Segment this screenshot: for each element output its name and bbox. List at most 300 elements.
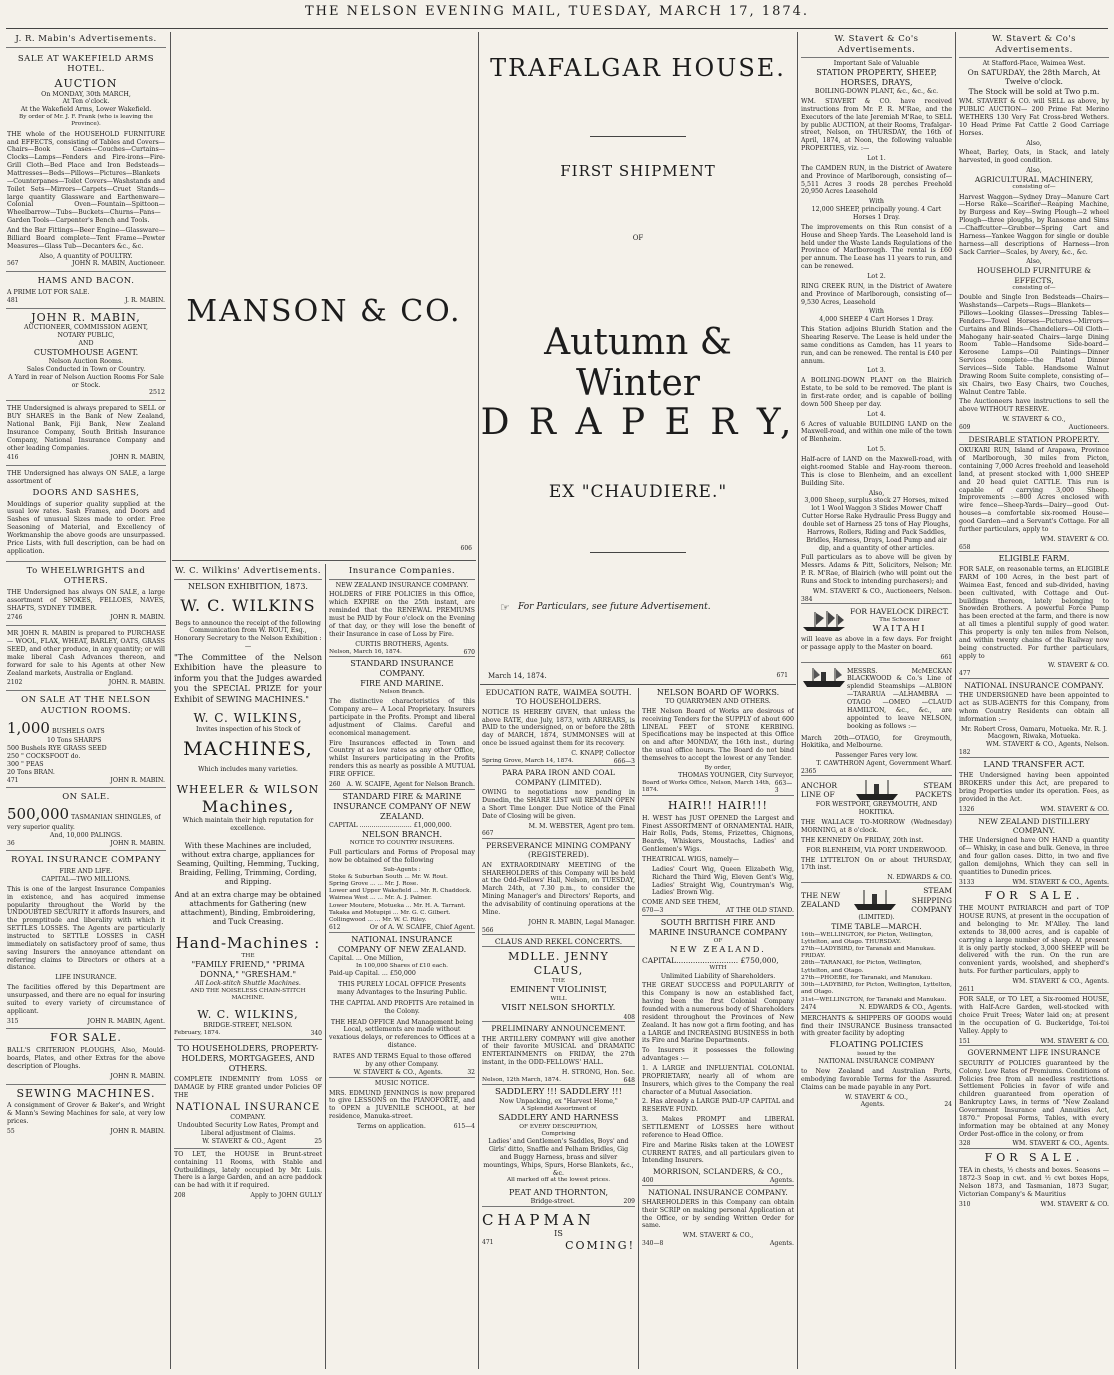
ad-body: THE KENNEDY On FRIDAY, 20th inst. (801, 836, 924, 844)
ad-line: FOR BLENHEIM, VIA PORT UNDERWOOD. (806, 846, 947, 854)
trafalgar-title: TRAFALGAR HOUSE. (490, 54, 786, 82)
ad-title: ROYAL INSURANCE COMPANY (11, 855, 161, 866)
column-rule (478, 32, 479, 1369)
ad-line: Comprising (541, 1130, 576, 1137)
ad-line: Sub-Agents : (383, 866, 421, 873)
ad-title: NATIONAL INSURANCE COMPANY. (964, 680, 1104, 690)
ad-line: Terms on application. (356, 1122, 426, 1130)
ad-line: FIRE AND LIFE. (59, 868, 113, 876)
ad-body: To Insurers it possesses the following advantages :— (642, 1047, 794, 1063)
ad-line: TIME TABLE—MARCH. (831, 922, 922, 932)
ad-signature: WM. STAVERT & CO. (1040, 1037, 1109, 1045)
ad-signature: W. STAVERT & CO., Agents. (353, 1068, 443, 1076)
ad-line: (LIMITED). (858, 914, 895, 922)
trafalgar-of: OF (632, 234, 644, 242)
ad-body: The improvements on this Run consist of a House and Sheep Yards. The Leasehold land is held under the Waste Lands Regulations of the Province of Marlborough. The rental is £60 per annum. The Lease has 11 years to run, and can be renewed. (801, 223, 952, 271)
steamship-icon (852, 889, 898, 911)
ad-royal-insurance (6, 851, 166, 1029)
ad-title: STANDARD INSURANCE COMPANY. (350, 659, 454, 678)
pointing-hand-icon: ☞ (500, 601, 510, 614)
agent-item: Lower Moutere, Motueka ... Mr. H. A. Tarrant. (329, 902, 466, 909)
ad-title: GOVERNMENT LIFE INSURANCE (967, 1048, 1101, 1058)
ad-title: W. C. WILKINS (180, 595, 316, 615)
column-header: W. C. Wilkins' Advertisements. (174, 566, 322, 580)
ad-signature: WM. STAVERT & CO., (682, 1232, 754, 1240)
ad-body: The distinctive characteristics of this Company are— A Local Proprietary. Insurers participate in the Profits. Prompt and liberal adjustment of Claims. Careful and economical management. (329, 698, 475, 737)
ad-signature: N. EDWARDS & CO. (801, 874, 952, 883)
ad-title: NATIONAL INSURANCE COMPANY. (648, 1187, 788, 1197)
ad-title: W. C. WILKINS, (193, 711, 303, 726)
ad-body: WM. STAVERT & CO. have received instructions from Mr. P. R. M'Rae, and the Executors of the late Jeremiah M'Rae, to SELL by public AUCTION, at their Rooms, Trafalgar-street, Nelson, on THURSDAY, the 16th of April, 1874, at Noon, the following valuable PROPERTIES, viz. :— (801, 97, 952, 153)
ad-line: Which maintain their high reputation for excellence. (182, 817, 314, 833)
ad-title: ELIGIBLE FARM. (998, 554, 1070, 564)
ad-body: 3,000 Sheep, surplus stock 27 Horses, mixed lot 1 Wool Waggon 3 Slides Mower Chaff Cutter Horse Rake Hydraulic Press Buggy and double set of Harness 25 tons of Hay Ploughs, Harrows, Rollers, Riding and Pack Saddles, Bridles, Harness, Drays, Load Pump and air dip, and a quantity of other articles. (801, 497, 952, 552)
ad-signature: T. CAWTHRON Agent, Government Wharf. (816, 760, 952, 768)
ad-body: WM. STAVERT & CO. will SELL as above, by PUBLIC AUCTION— 200 Prime Fat Merino WETHERS 130 Very Fat Cross-bred Wethers. 10 Head Prime Fat Cattle 2 Good Carriage Horses. (959, 98, 1109, 137)
steamship-icon (801, 666, 847, 688)
ad-title: JOHN R. MABIN, (31, 310, 141, 324)
ad-body: BALL'S CRITERION PLOUGHS, Also, Mould-boards, Plates, and other Extras for the above description of Ploughs. (7, 1047, 165, 1070)
ad-body: THIS PURELY LOCAL OFFICE Presents many Advantages to the Insuring Public. (336, 981, 468, 997)
ad-body: TEA in chests, ½ chests and boxes. Seasons —1872-3 Soap in cwt. and ½ cwt boxes Hops, Nelson 1873, and Tasmanian, 1873 Sugar, Victorian Company's & Mauritius (959, 1167, 1109, 1198)
ad-number: 36 (7, 839, 15, 847)
ad-title: W. C. WILKINS, (197, 1008, 299, 1022)
ad-line: TO QUARRYMEN AND OTHERS. (665, 698, 771, 705)
ad-body: MRS. EDMUND JENNINGS is now prepared to give LESSONS on the PIANOFORTE, and to OPEN a JUVENILE SCHOOL, at her residence, Manuka-street. (329, 1089, 475, 1121)
ad-number: 55 (7, 1127, 15, 1135)
ad-body: Double and Single Iron Bedsteads—Chairs—Washstands—Carpets—Rugs—Blankets—Pillows—Looking Glasses—Dressing Tables—Fenders—Towel Horses—Pictures—Mirrors—Curtains and Blinds—Chandeliers—Oil Cloth—Mahogany hair-seated Chairs—large Dining Room Table—Handsome Side-board—Kerosene Lamps—Oil Paintings—Dinner Services complete—the Plated Dinner Services—Side Table. Handsome Walnut Drawing Room Suite complete, consisting of—six Chairs, two Easy Chairs, two Couches, Walnut Centre Table. (959, 294, 1109, 396)
ad-body: THE ARTILLERY COMPANY will give another of their favorite MUSICAL and DRAMATIC ENTERTAINMENTS on FRIDAY, the 27th instant, in the ODD-FELLOWS' HALL. (482, 1035, 635, 1067)
trafalgar-ex: EX "CHAUDIERE." (548, 482, 728, 502)
ad-line: 500 Bushels RYE GRASS SEED (7, 745, 107, 753)
ad-number: 567 (7, 260, 19, 268)
schedule-item: 27th—LADYBIRD, for Taranaki and Manukau. FRIDAY. (801, 946, 936, 960)
ad-signature: JOHN R. MABIN. (110, 776, 165, 784)
ad-signature: N. EDWARDS & CO., Agents. (859, 1003, 952, 1011)
trafalgar-particulars: For Particulars, see future Advertisement. (518, 602, 711, 612)
ad-number: 260 (329, 780, 341, 788)
ad-quote: "The Committee of the Nelson Exhibition have the pleasure to inform you that the Judges awarded you the SPECIAL PRIZE for your Exhibit of SEWING MACHINES." (174, 653, 322, 704)
ad-body: Half-acre of LAND on the Maxwell-road, with eight-roomed Stable and Hay-room thereon. This is close to Blenheim, and an excellent Building Site. (801, 456, 952, 487)
ad-line: COME AND SEE THEM, (642, 899, 721, 907)
column-rule (170, 32, 171, 1369)
ad-number: 2611 (959, 986, 1109, 995)
ad-body: OWING to negotiations now pending in Dunedin, the SHARE LIST will REMAIN OPEN a Short Time Longer. Due Notice of the Final Date of Closing will be given. (482, 789, 635, 820)
ad-body: will leave as above in a few days. For freight or passage apply to the Master on board. (801, 636, 952, 652)
ad-line: CAPITAL .......................... £1,000,000. (329, 821, 452, 829)
ad-signature: CURTIS BROTHERS, Agents. (355, 640, 449, 648)
ad-signature: Apply to JOHN GULLY (250, 1192, 322, 1200)
ad-line: Sales Conducted in Town or Country. (26, 365, 146, 373)
ad-title: SEWING MACHINES. (16, 1086, 156, 1100)
ad-body: THE Undersigned having been appointed BROKERS under this Act, are prepared to bring Properties under its operation. Fees, as provided in the Act. (959, 772, 1109, 803)
ad-signature: W. STAVERT & CO., Agent (202, 1138, 287, 1146)
ad-line: Lot 2. (867, 273, 886, 281)
ad-title: SALE AT WAKEFIELD ARMS HOTEL. (17, 53, 155, 75)
ad-number: 471 (7, 776, 19, 784)
ad-line: consisting of— (1012, 285, 1056, 292)
ad-title: DOORS AND SASHES, (32, 487, 140, 498)
ad-body: THE whole of the HOUSEHOLD FURNITURE and EFFECTS, consisting of Tables and Covers—Chairs—Book Cases—Couches—Curtains—Clocks—Lamps—Fenders and Fire-irons—Fire-Grill Cloth—Bed Place and Iron Bedsteads—Mattresses—Beds—Pillows—Pictures—Blankets—Counterpanes—Toilet Covers—Washstands and Toilet Sets—Mirrors—Carpets—Cruet Stands—large quantity Glassware and Earthenware—Colonial Oven—Fountain—Spittoon—Wheelbarrow—Tubs—Buckets—Churns—Pans—Garden Tools—Carpenter's Bench and Tools. (7, 130, 165, 225)
ad-body: A BOILING-DOWN PLANT on the Blairich Estate, to be sold to be removed. The plant is in first-rate order, and is capable of boiling down 500 Sheep per day. (801, 377, 952, 408)
column-notices-a (482, 688, 635, 1369)
ad-line: COMPANY. (230, 1114, 266, 1122)
ad-title: FOR SALE. (984, 889, 1084, 903)
ad-title: MACHINES, (183, 737, 313, 760)
ad-body: THE Undersigned has always ON SALE, a large assortment of SPOKES, FELLOES, NAVES, SHAFTS, SYDNEY TIMBER. (7, 588, 165, 612)
ad-line: AND (78, 340, 94, 348)
ad-title: DESIRABLE STATION PROPERTY. (959, 435, 1109, 445)
ad-signature: JOHN R. MABIN. (110, 1127, 165, 1135)
ad-also: Also, A quantity of POULTRY. (39, 252, 133, 260)
ad-title: HAIR!! HAIR!!! (668, 798, 768, 812)
ornament-rule (590, 552, 686, 553)
ad-line: Nelson Branch. (379, 689, 425, 695)
ad-line: The Stock will be sold at Two p.m. (968, 86, 1100, 96)
ad-body: OKUKARI RUN, Island of Arapawa, Province of Marlborough, 30 miles from Picton, containing 7,000 Acres freehold and leasehold land, at present stocked with 1,000 SHEEP and 20 head quiet CATTLE. This run is capable of carrying 3,000 Sheep. Improvements :—800 Acres enclosed with wire fence—Sheep-Yards—Dairy—good Out-houses—a comfortable six-roomed House—good Garden—and a Servant's Cottage. For all further particulars, apply to (959, 447, 1109, 533)
ad-number: 2365 (801, 768, 952, 777)
agent-item: Collingwood ... ... Mr. W. C. Riley. (329, 917, 427, 924)
ad-body: MERCHANTS & SHIPPERS OF GOODS would find their INSURANCE Business transacted with greater facility by adopting (801, 1014, 952, 1038)
ad-number: 566 (482, 927, 635, 936)
ad-doors (6, 466, 166, 561)
ad-signature: THOMAS YOUNGER, City Surveyor, (678, 772, 794, 780)
ad-line: LIFE INSURANCE. (55, 974, 117, 982)
ad-line: Bridge-street. (530, 1197, 575, 1205)
ad-body: And the Bar Fittings—Beer Engine—Glassware—Billiard Board complete—Tent Frame—Pewter Measures—Glass Tub—Decanters &c., &c. (7, 226, 165, 250)
ad-title: ON SALE. (62, 792, 110, 803)
ad-signature: JOHN R. MABIN, Auctioneer. (72, 260, 165, 268)
ad-body: THE GREAT SUCCESS and POPULARITY of this Company is now an established fact, having been the first Colonial Company founded with a numerous body of Shareholders resident throughout the Provinces of New Zealand. It has now got a firm footing, and has a LARGE and INCREASING BUSINESS in both its Fire and Marine Departments. (642, 982, 794, 1045)
ad-title: FOR SALE. (984, 1151, 1084, 1165)
ad-title: ON SALE AT THE NELSON AUCTION ROOMS. (21, 695, 151, 716)
manson-title: MANSON & CO. (186, 294, 462, 329)
ad-signature: WM. STAVERT & CO. (1040, 1200, 1109, 1208)
ad-signature: JOHN R. MABIN. (110, 1072, 165, 1080)
ad-big-number: 500,000 (7, 805, 70, 824)
ad-number: 209 (623, 1197, 635, 1205)
ad-body: And at an extra charge may be obtained attachments for Gathering (new attachment), Binding, Embroidering, and Tuck Creasing. (174, 889, 322, 926)
ad-number: 609 (959, 424, 971, 432)
ad-line: 300 " PEAS (7, 760, 44, 768)
ad-line: At Stafford-Place, Waimea West. (982, 60, 1086, 68)
ad-body: FOR SALE, on reasonable terms, an ELIGIBLE FARM of 100 Acres, in the best part of Waimea East, fenced and sub-divided, having been cultivated, with Cottage and Out-buildings thereon, lately belonging to Snowden Brothers. A powerful Force Pump has been erected at the farm, and there is now at all times a plentiful supply of good water. This property is only ten miles from Nelson, and within twenty chains of the Railway now being constructed. For further particulars, apply to (959, 566, 1109, 660)
ad-line: FIRE AND MARINE. (360, 679, 444, 688)
column-stavert-a (801, 32, 952, 1369)
column-wilkins (174, 564, 322, 1369)
ad-line: 10 Tons SHARPS (47, 737, 102, 745)
ad-body: Fire Insurances effected in Town and Country at as low rates as any other Office, whilst Insurers participating in the Profits renders this as nearly as possible A MUTUAL FIRE OFFICE. (329, 739, 475, 778)
ad-line: 250 " COCKSFOOT do. (7, 753, 81, 761)
ad-line: A Splendid Assortment of (520, 1105, 597, 1112)
ad-body: AN EXTRAORDINARY MEETING of the SHAREHOLDERS of this Company will be held at the Odd-Fellows' Hall, Nelson, on TUESDAY, March 24th, at 7.30 p.m., to consider the Mining Manager's and Directors' Reports, and the advisability of continuing operations at the Mine. (482, 861, 635, 916)
ad-number: 416 (7, 454, 19, 462)
ad-line: TASMANIAN SHINGLES, of very superior quality. (7, 814, 161, 831)
ad-line: Agents. (769, 1176, 794, 1184)
schedule-item: 27th—PHOEBE, for Taranaki, and Manukau. (801, 974, 933, 981)
ad-signature: WM. STAVERT & CO., Agents. (1012, 878, 1109, 886)
ad-line: BUSHELS OATS (51, 727, 105, 735)
ad-number: 663—3 (774, 779, 793, 795)
ad-number: 670—3 (642, 907, 664, 915)
ad-line: Lot 4. (867, 410, 886, 418)
ad-number: 340 (310, 1029, 322, 1037)
ad-signature: WM. STAVERT & CO. (1040, 805, 1109, 813)
ad-number: 606 (460, 545, 472, 552)
ad-number: 208 (174, 1192, 186, 1200)
ad-line: Auctioneers. (1068, 424, 1109, 432)
ad-line: Now Unpacking, ex "Harvest Home," (499, 1097, 618, 1105)
ad-line: Also, (1026, 258, 1042, 266)
ad-title: SADDLERY AND HARNESS (498, 1113, 619, 1124)
agent-item: Stoke & Suburban South ... Mr. W. Rout. (329, 873, 448, 880)
ad-line: Passenger Fares very low. (835, 752, 918, 760)
ad-title: WHEELER & WILSON (176, 783, 320, 797)
ad-title: MDLLE. JENNY CLAUS, (508, 950, 609, 978)
ad-body: FOR SALE, or TO LET, a Six-roomed HOUSE, with Half-Acre Garden, well-stocked with choice Fruit Trees; Water laid on; at present in the occupation of G. Buckeridge, Toi-toi Valley. Apply to (959, 996, 1109, 1035)
ad-body: A PRIME LOT FOR SALE. (7, 288, 90, 296)
ad-line: Lot 5. (867, 446, 886, 454)
trafalgar-first: FIRST SHIPMENT (560, 162, 716, 180)
ad-title: NELSON BOARD OF WORKS. (656, 688, 780, 697)
ad-line: TO HOUSEHOLDERS. (515, 697, 602, 707)
ad-signature: MORRISON, SCLANDERS, & CO., (652, 1167, 784, 1177)
ad-number: 315 (7, 1017, 19, 1025)
schedule-item: 30th—LADYBIRD, for Picton, Wellington, Lyttelton, and Otago. (801, 982, 952, 996)
ad-line: CUSTOMHOUSE AGENT. (33, 347, 139, 357)
ad-number: 25 (314, 1138, 322, 1146)
section-rule (480, 684, 796, 685)
ad-number: 648 (623, 1076, 635, 1084)
schedule-item: 28th—TARANAKI, for Picton, Wellington, Lyttelton, and Otago. (801, 960, 922, 974)
ad-title: ANCHOR LINE OF (801, 781, 838, 800)
column-rule (955, 32, 956, 1369)
column-header: Insurance Companies. (329, 566, 475, 580)
ad-line: Nelson Auction Rooms. (48, 357, 124, 365)
ad-line: A Yard in rear of Nelson Auction Rooms For Sale or Stock. (8, 373, 164, 389)
ad-number: 477 (959, 670, 1109, 679)
ad-big-number: 1,000 (7, 718, 50, 737)
ad-line: Unlimited Liability of Shareholders. (660, 972, 776, 980)
agent-item: Lower and Upper Wakefield ... Mr. R. Chaddock. (329, 888, 472, 895)
ad-body: Wheat, Barley, Oats, in Stack, and lately harvested, in good condition. (959, 149, 1109, 165)
ad-number: 481 (7, 296, 19, 304)
ad-line: Invites inspection of his Stock of (195, 726, 301, 734)
ad-line: WILL (550, 995, 567, 1002)
ad-line: BRIDGE-STREET, NELSON. (203, 1022, 293, 1030)
ad-title: NATIONAL INSURANCE COMPANY OF NEW ZEALAND. (337, 935, 467, 955)
ad-body: Fire and Marine Risks taken at the LOWEST CURRENT RATES, and all particulars given to Intending Insurers. (642, 1141, 794, 1165)
ad-line: Also, (868, 489, 885, 497)
ad-title: STEAM SHIPPING COMPANY (911, 886, 952, 914)
ad-body: RATES AND TERMS Equal to those offered by any other Company. (332, 1053, 472, 1068)
ad-line: NOTARY PUBLIC, (57, 332, 115, 340)
ad-title: TO HOUSEHOLDERS, PROPERTY-HOLDERS, MORTGAGEES, AND OTHERS. (177, 1044, 319, 1074)
masthead: THE NELSON EVENING MAIL, TUESDAY, MARCH 17, 1874. (304, 4, 810, 19)
ad-line: consisting of— (1012, 184, 1056, 191)
ad-title: PARA PARA IRON AND COAL COMPANY (LIMITED). (502, 768, 615, 787)
ad-line: VISIT NELSON SHORTLY. (501, 1003, 616, 1014)
ad-line: 20 Tons BRAN. (7, 768, 55, 776)
ad-body: TO LET, the HOUSE in Brunt-street containing 11 Rooms, with Stable and Outbuildings, lately occupied by Mr. Luis. There is a large Garden, and an acre paddock can be had with it if required. (174, 1150, 322, 1190)
ad-line: OF (713, 938, 723, 945)
ad-line: Also, (1026, 139, 1042, 147)
ad-number: 670 (463, 648, 475, 656)
ad-number: 24 (944, 1101, 952, 1109)
ad-number: 2512 (148, 389, 165, 397)
column-rule (638, 688, 639, 1369)
ad-title: CHAPMAN (482, 1210, 595, 1229)
ad-number: 32 (467, 1068, 475, 1076)
ad-number: 151 (959, 1037, 971, 1045)
section-rule (172, 560, 476, 561)
ad-line: "FAMILY FRIEND," "PRIMA DONNA," "GRESHAM." (191, 959, 305, 979)
ad-title: HOUSEHOLD FURNITURE & EFFECTS, (977, 266, 1091, 285)
ad-line: On SATURDAY, the 28th March, At Twelve o'clock. (967, 68, 1101, 87)
agent-item: Waimea West ... ... Mr. A. J. Palmer. (329, 895, 432, 902)
ad-body: 2. Has already a LARGE PAID-UP CAPITAL and RESERVE FUND. (642, 1098, 794, 1114)
ad-sewing-machines (6, 1085, 166, 1139)
ad-body: Ladies' and Gentlemen's Saddles, Boys' and Girls' ditto, Snaffle and Pelham Bridles, Gig and Buggy Harness, brass and silver mountings, Whips, Spurs, Horse Blankets, &c., &c. (483, 1138, 634, 1177)
ad-title: STEAM PACKETS (915, 781, 952, 800)
ad-line: NELSON BRANCH. (361, 829, 443, 839)
ad-body: 3. Makes PROMPT and LIBERAL SETTLEMENT of LOSSES here without reference to Head Office. (642, 1116, 794, 1139)
ad-body: Mouldings of superior quality supplied at the usual low rates. Sash Frames, and Doors and Sashes of unusual Sizes made to order. Free Seasoning of Material, and Excellency of Workmanship the above goods are unsurpassed. Price Lists, with full description, can be had on application. (7, 500, 165, 555)
ad-title: SOUTH BRITISH FIRE AND MARINE INSURANCE COMPANY (649, 918, 787, 938)
ad-line: Paid-up Capital. ... £50,000 (329, 970, 416, 978)
ad-line: With (869, 198, 884, 206)
masthead-rule (6, 28, 1108, 29)
ad-body: MESSRS. McMECKAN BLACKWOOD & Co.'s Line of splendid Steamships —ALBION —TARARUA —ALHAMBRA —OTAGO —OMEO —CLAUD HAMILTON, &c., &c., are appointed to leave NELSON, booking as follows :— (847, 667, 952, 730)
agent-item: Spring Grove ... ... Mr. J. Rose. (329, 880, 419, 887)
ad-title: SADDLERY !!! SADDLERY !!! (495, 1087, 622, 1098)
ad-title: FLOATING POLICIES (829, 1040, 924, 1051)
ad-signature: M. M. WEBSTER, Agent pro tem. (528, 822, 635, 830)
ad-body: 12,000 SHEEP, principally young. 4 Cart Horses 1 Dray. (811, 206, 942, 221)
ad-line: THE (241, 952, 255, 959)
trafalgar-autumn: Autumn & Winter (544, 322, 732, 404)
ad-time: At Ten o'clock. (62, 98, 110, 106)
ad-line: AUCTIONEER, COMMISSION AGENT, (24, 324, 148, 332)
ad-signature: JOHN R. MABIN. (110, 614, 165, 622)
ad-line: NATIONAL INSURANCE COMPANY (818, 1058, 935, 1066)
ad-line: Undoubted Security Low Rates, Prompt and Liberal adjustment of Claims. (177, 1122, 319, 1138)
ad-wheelwrights (6, 562, 166, 627)
ad-line: IS (554, 1229, 563, 1239)
column-header: J. R. Mabin's Advertisements. (6, 34, 166, 48)
column-rule (797, 32, 798, 1369)
ad-signature: WM. STAVERT & CO., Auctioneers, Nelson. (812, 587, 952, 595)
ad-title: Machines, (201, 797, 295, 817)
schedule-item: 31st—WELLINGTON, for Taranaki and Manukau. (801, 996, 947, 1003)
ad-signature: W. STAVERT & CO. (1048, 662, 1109, 670)
ad-line: Which includes many varieties. (198, 765, 298, 773)
ad-title: MUSIC NOTICE. (374, 1079, 430, 1087)
ad-body: H. WEST has JUST OPENED the Largest and Finest ASSORTMENT of ORNAMENTAL HAIR, Hair Rolls, Pads, Stems, Frizettes, Chignons, Beards, Whiskers, Moustachs, Ladies' and Gentlemen's Wigs. (642, 814, 794, 854)
ad-number: 2102 (7, 679, 23, 687)
ad-number: 615—4 (453, 1122, 475, 1130)
column-notices-b (642, 688, 794, 1369)
ad-body: COMPLETE INDEMNITY from LOSS or DAMAGE by FIRE granted under Policies OF THE (174, 1076, 322, 1100)
ad-date: Nelson, 12th March, 1874. (482, 1076, 561, 1083)
ad-line: Also, (1026, 167, 1042, 175)
ad-shingles (6, 788, 166, 851)
ad-line: WAITAHI (872, 623, 927, 634)
ad-line: NOTICE TO COUNTRY INSURERS. (349, 839, 455, 846)
ad-title: CLAUS AND REKEL CONCERTS. (482, 937, 635, 947)
ad-line: NEW ZEALAND. (670, 945, 766, 956)
ad-body: THE Undersigned have ON HAND a quantity of— Whisky, in case and bulk. Geneva, in three and four gallon cases. Ditto, in two and five gallon demijohns, Which they can sell in quantities to Dunedin prices. (959, 837, 1109, 876)
ad-title: NATIONAL INSURANCE (175, 1101, 321, 1113)
ad-body: THE CAPITAL AND PROFITS Are retained in the Colony. (330, 999, 474, 1015)
ad-line: AND THE NOISELESS CHAIN-STITCH MACHINE. (190, 987, 306, 1002)
ad-signature: Or of A. W. SCAIFE, Chief Agent. (369, 924, 475, 932)
ad-number: 667 (482, 830, 635, 839)
ad-line: AT THE OLD STAND. (725, 907, 794, 915)
ad-body: Full particulars and Forms of Proposal may now be obtained of the following (329, 848, 475, 864)
ad-signature: WM. STAVERT & CO., Agents, Nelson. (986, 741, 1109, 749)
ad-title: NEW ZEALAND DISTILLERY COMPANY. (978, 816, 1090, 835)
ad-line: Lot 1. (867, 154, 886, 162)
ad-signature: JOHN R. MABIN, Agent. (87, 1017, 165, 1025)
ad-body: THE WALLACE TO-MORROW (Wednesday) MORNING, at 8 o'clock. (801, 819, 952, 835)
ad-line: Capital. ... One Million, (329, 955, 404, 963)
ad-line: The Schooner (879, 616, 920, 623)
ad-title: STATION PROPERTY, SHEEP, HORSES, DRAYS, (816, 68, 937, 88)
ad-body: The facilities offered by this Department are unsurpassed, and there are no equal for insuring suited to every variety of circumstance of applicant. (7, 984, 165, 1015)
ad-body: THE MOUNT PATRIARCH and part of TOP HOUSE RUNS, at present in the occupation of and belonging to Mr. M'Alley. The land extends to 38,000 acres, and is capable of carrying a large number of sheep. At present it is only partly stocked, 3,000 SHEEP will be delivered with the run. On the run are convenient yards, woolshed, and shepherd's huts. For further particulars, apply to (959, 905, 1109, 976)
ad-line: FOR WESTPORT, GREYMOUTH, AND HOKITIKA. (815, 801, 938, 817)
ad-order: By order of Mr. J. F. Frank (who is leaving the Province). (19, 114, 153, 128)
column-header: W. Stavert & Co's Advertisements. (959, 34, 1109, 58)
ad-title: Hand-Machines : (175, 933, 321, 952)
ad-line: Agents. (769, 1240, 794, 1248)
ad-date: Board of Works Office, Nelson, March 14th, 1874. (642, 779, 771, 794)
ad-line: THEATRICAL WIGS, namely— (642, 856, 739, 864)
agent-item: Takaka and Motupipi ... Mr. G. C. Gilbert. (329, 909, 451, 916)
ad-line: Lot 3. (867, 367, 886, 375)
ad-line: THE (551, 977, 566, 984)
column-insurance (329, 564, 475, 1369)
ad-line: NELSON EXHIBITION, 1873. (188, 581, 308, 591)
ad-title: PERSEVERANCE MINING COMPANY (REGISTERED). (486, 840, 631, 860)
trafalgar-drapery: D R A P E R Y, (480, 402, 796, 443)
ad-body: A consignment of Grover & Baker's, and Wright & Mann's Sewing Machines for sale, at very low prices. (7, 1102, 165, 1126)
ad-title: HAMS AND BACON. (37, 276, 135, 287)
ad-body: SECURITY of POLICIES guaranteed by the Colony. Low Rates of Premiums. Conditions of Policies free from all needless restrictions. Settlement Policies in favor of wife and children guaranteed from operation of Bankruptcy Laws, in terms of "New Zealand Government Insurance and Annuities Act, 1870." Proposal Forms, Tables, with every information may be obtained at any Money Order Post-office in the colony, or from (959, 1059, 1109, 1138)
sailing-ship-icon (801, 610, 847, 632)
ad-signature: W. STAVERT & CO., (1002, 416, 1066, 424)
schedule-item: 16th—WELLINGTON, for Picton, Wellington, Lyttelton, and Otago. THURSDAY. (801, 931, 933, 945)
ad-trafalgar-house (480, 32, 796, 687)
ad-body: This Station adjoins Bluridh Station and the Shearing Reserve. The Lease is held under the same conditions as Camden, has 11 years to run, and can be renewed. The rental is £40 per annum. (801, 326, 952, 365)
ad-signature: JOHN R. MABIN, Legal Manager. (528, 918, 635, 926)
ad-body: THE UNDERSIGNED have been appointed to act as SUB-AGENTS for this Company, from whom Country Residents can obtain all information :— (959, 692, 1109, 723)
ad-body: Ladies' Court Wig, Queen Elizabeth Wig, Richard the Third Wig, Eleven Gent's Wig, Ladies' Straight Wig, Countryman's Wig, Ladies' Brown Wig. (652, 865, 794, 897)
ad-line: CAPITAL—TWO MILLIONS. (41, 875, 131, 883)
ad-title: FOR SALE. (50, 1031, 122, 1045)
ad-body: SHAREHOLDERS in this Company can obtain their SCRIP on making personal Application at the Office, or by sending Written Order for same. (642, 1198, 794, 1230)
ad-signature: PEAT AND THORNTON, (509, 1187, 608, 1197)
ad-number: 328 (959, 1140, 971, 1148)
ad-date: Nelson, March 16, 1874. (329, 648, 402, 655)
ad-line: All Lock-stitch Shuttle Machines. (195, 979, 301, 987)
ad-title: COMING! (565, 1239, 635, 1253)
ad-line: In 100,000 Shares of £10 each. (356, 963, 448, 970)
ad-hams (6, 272, 166, 308)
ad-body: NOTICE IS HEREBY GIVEN, that unless the above RATE, due July, 1873, with ARREARS, is PAID to the undersigned, on or before the 28th day of MARCH, 1874, SUMMONSES will at once be issued against them for its recovery. (482, 708, 635, 748)
ad-line: WITH (709, 965, 727, 972)
